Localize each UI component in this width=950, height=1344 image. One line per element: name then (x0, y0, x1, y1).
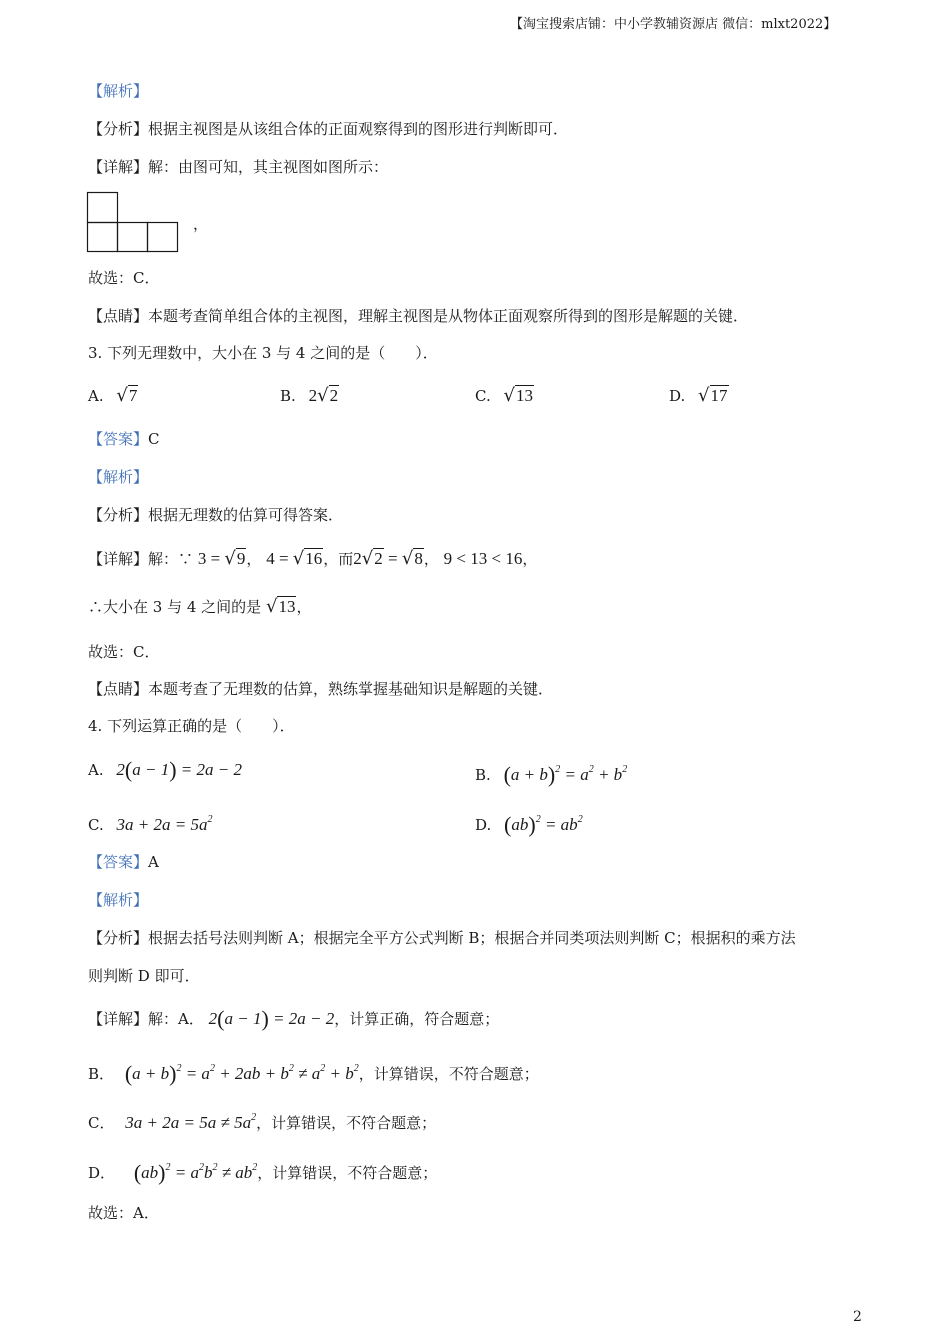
fenxi-label: 【分析】 (88, 120, 149, 138)
q2-analysis-text: 根据主视图是从该组合体的正面观察得到的图形进行判断即可． (148, 120, 569, 138)
detail-a-text: ，计算正确，符合题意； (334, 1010, 500, 1028)
page-header: 【淘宝搜索店铺：中小学教辅资源店 微信：mlxt2022】 (510, 17, 837, 32)
fenxi-label: 【分析】 (88, 506, 149, 524)
radicand-9: 9 (236, 549, 246, 568)
coef-2: 2 (353, 549, 362, 568)
xiangjie-label: 【详解】 (88, 1010, 149, 1028)
jiexi-label: 【解析】 (88, 891, 149, 909)
q4-analysis-text: 根据去括号法则判断 A；根据完全平方公式判断 B；根据合并同类项法则判断 C；根据积的乘方法 (148, 929, 796, 947)
jiexi-label: 【解析】 (88, 82, 149, 100)
option-letter: B. (475, 766, 491, 784)
figure-bottom-square-2 (118, 223, 148, 252)
dianjing-label: 【点睛】 (88, 307, 149, 325)
q4-option-c: C. $3a + 2a = 5a^2$ (88, 814, 213, 834)
radicand-16: 16 (305, 549, 323, 568)
q3-answer-value: C (148, 430, 160, 448)
q4-option-d: D. $(ab)^2 = ab^2$ (475, 812, 583, 837)
q4-detail-c: C． $3a + 2a = 5a \ne 5a^2$，计算错误，不符合题意； (88, 1112, 437, 1132)
q4-stem: 4. 下列运算正确的是（ ）． (88, 717, 295, 735)
q4-analysis-line2: 则判断 D 即可． (88, 967, 200, 985)
q2-detail (88, 157, 388, 177)
q3-comment (88, 679, 553, 699)
fenxi-label: 【分析】 (88, 929, 149, 947)
figure-bottom-square-1 (88, 223, 118, 252)
radicand-13: 13 (278, 597, 296, 616)
q2-comment-text: 本题考查简单组合体的主视图，理解主视图是从物体正面观察所得到的图形是解题的关键． (148, 307, 749, 325)
option-letter: A. (88, 387, 104, 405)
xiangjie-label: 【详解】 (88, 158, 149, 176)
xiangjie-label: 【详解】 (88, 550, 149, 568)
q2-analysis (88, 119, 568, 139)
q4-analysis-line1 (88, 928, 796, 948)
option-letter: C. (475, 387, 491, 405)
q4-choice: 故选：A． (88, 1204, 159, 1222)
q3-analysis (88, 505, 343, 525)
option-letter: A. (88, 761, 104, 779)
because-symbol: ∵ (178, 550, 194, 568)
detail-letter: C． (88, 1114, 115, 1132)
q4-detail-a: 【详解】解：A． 2(a − 1) = 2a − 2，计算正确，符合题意； (88, 1006, 500, 1031)
q4-option-b: B. $(a + b)^2 = a^2 + b^2$ (475, 762, 628, 787)
option-letter: D. (475, 816, 492, 834)
jiexi-label: 【解析】 (88, 468, 149, 486)
q3-choice: 故选：C． (88, 643, 160, 661)
q3-detail: 【详解】解：∵ 3 = √9， 4 = √16，而2√2 = √8， 9 < 13 < 16， (88, 548, 538, 569)
therefore-text: ∴大小在 3 与 4 之间的是 (88, 598, 262, 616)
q2-choice: 故选：C． (88, 269, 160, 287)
radicand: 2 (329, 386, 339, 405)
q3-comment-text: 本题考查了无理数的估算，熟练掌握基础知识是解题的关键． (148, 680, 554, 698)
option-letter: D. (669, 387, 686, 405)
sep: ， (246, 550, 262, 568)
option-letter: B. (280, 387, 296, 405)
radicand: 17 (710, 386, 728, 405)
q2-detail-text: 解：由图可知，其主视图如图所示： (148, 158, 389, 176)
sep: ， (423, 550, 439, 568)
q4-answer-value: A (148, 853, 159, 871)
q3-option-a: A. √7 (88, 385, 138, 406)
q4-detail-d: D． $(ab)^2 = a^2b^2 \ne ab^2$，计算错误，不符合题意； (88, 1160, 438, 1185)
q3-analysis-text: 根据无理数的估算可得答案． (148, 506, 344, 524)
detail-prefix: 解： (148, 550, 179, 568)
dianjing-label: 【点睛】 (88, 680, 149, 698)
q3-option-c: C. √13 (475, 385, 533, 406)
num-4: 4 (266, 549, 275, 568)
figure-comma: ， (193, 215, 209, 233)
radicand-2: 2 (374, 549, 383, 568)
detail-letter: D． (88, 1164, 116, 1182)
q3-option-d: D. √17 (669, 385, 728, 406)
q3-stem: 3. 下列无理数中，大小在 3 与 4 之间的是（ ）． (88, 344, 438, 362)
q4-answer (88, 852, 159, 872)
num-3: 3 (197, 549, 207, 568)
inequality: 9 < 13 < 16 (443, 549, 523, 568)
q4-option-a: A. 2(a − 1) = 2a − 2 (88, 757, 242, 782)
radicand: 7 (128, 386, 138, 405)
radicand: 13 (515, 386, 533, 405)
q3-option-b: B. 2√2 (280, 385, 339, 406)
q3-answer (88, 429, 160, 449)
detail-prefix: 解：A． (148, 1010, 204, 1028)
front-view-figure (86, 191, 180, 253)
q2-comment (88, 306, 748, 326)
detail-b-text: ，计算错误，不符合题意； (358, 1065, 539, 1083)
figure-bottom-square-3 (148, 223, 178, 252)
q4-detail-b: B． $(a + b)^2 = a^2 + 2ab + b^2 \ne a^2 + b^2$，计算错误，不符合题意； (88, 1061, 539, 1086)
sep: ， (296, 598, 312, 616)
detail-letter: B． (88, 1065, 115, 1083)
detail-c-text: ，计算错误，不符合题意； (256, 1114, 437, 1132)
page-number: 2 (853, 1309, 862, 1325)
sep: ， (522, 550, 538, 568)
and-text: ，而 (323, 550, 354, 568)
coefficient: 2 (308, 386, 318, 405)
detail-d-text: ，计算错误，不符合题意； (257, 1164, 438, 1182)
daan-label: 【答案】 (88, 853, 149, 871)
radicand-8: 8 (414, 549, 423, 568)
figure-top-square (88, 193, 118, 223)
q3-therefore: ∴大小在 3 与 4 之间的是 √13， (88, 596, 312, 617)
option-letter: C. (88, 816, 104, 834)
daan-label: 【答案】 (88, 430, 149, 448)
